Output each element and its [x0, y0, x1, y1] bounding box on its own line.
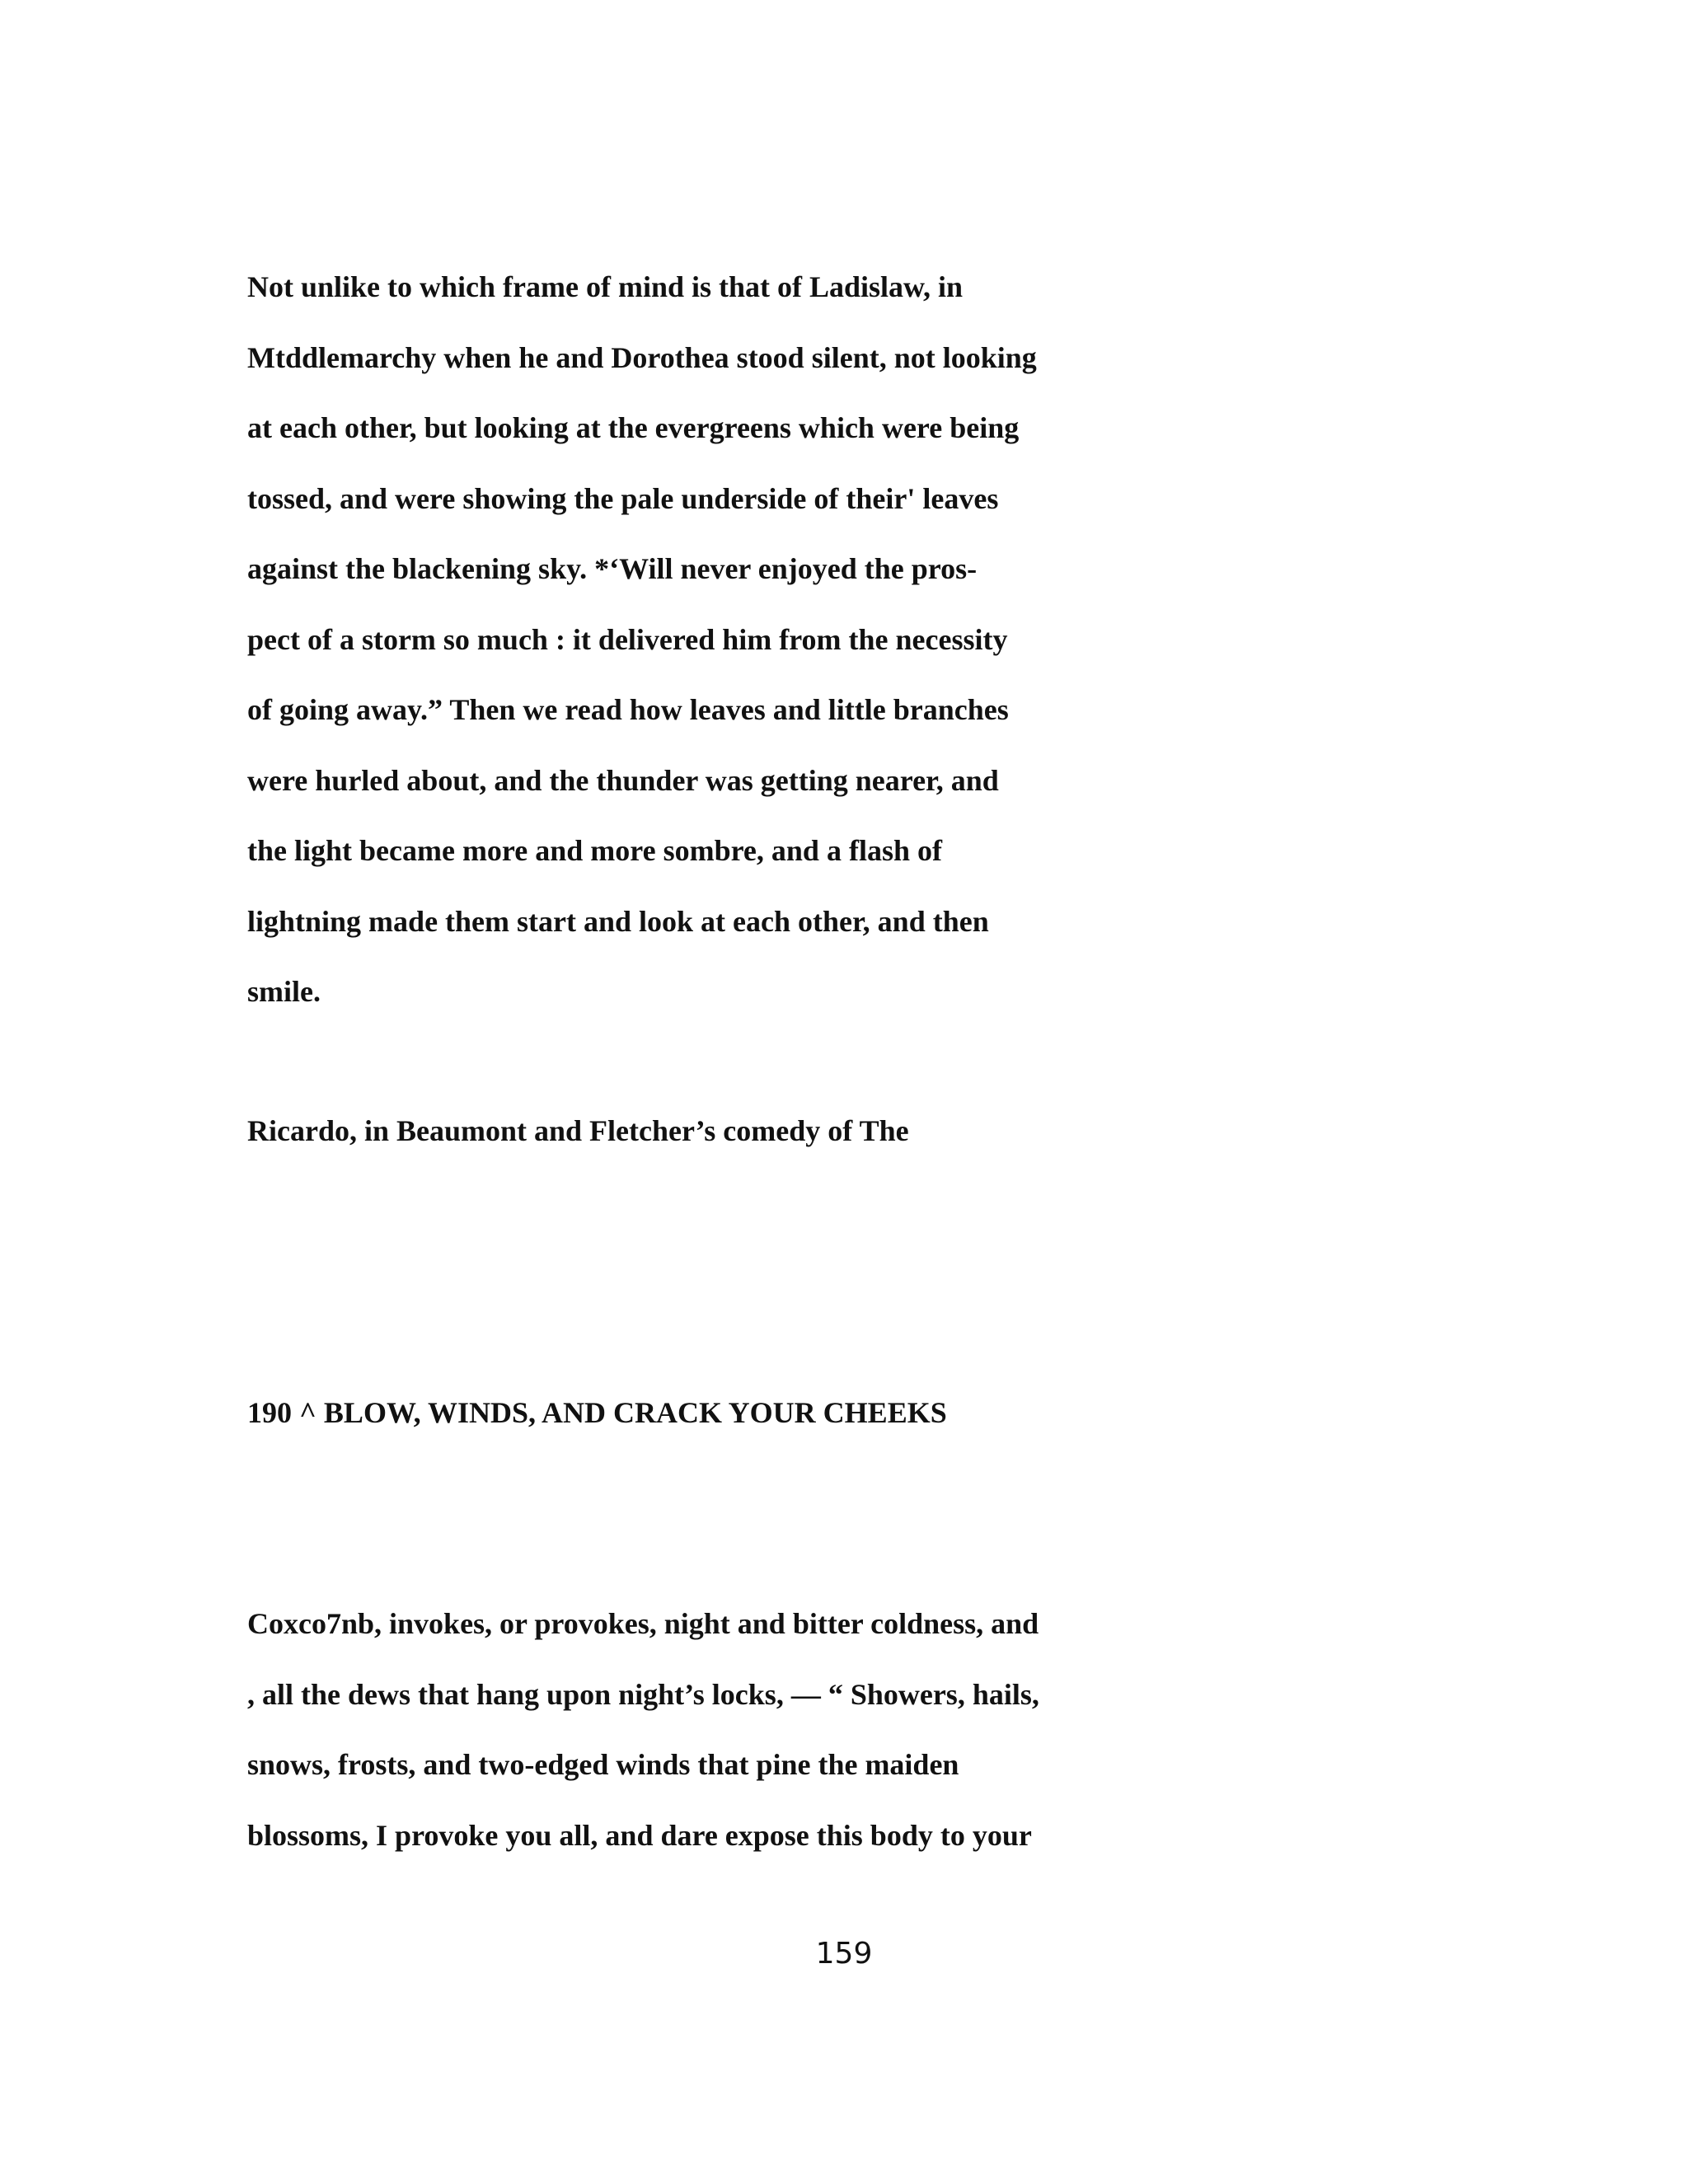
paragraph-ricardo [247, 1096, 1236, 1167]
text-line: snows, frosts, and two-edged winds that pine the maiden [247, 1748, 959, 1781]
text-line: the light became more and more sombre, and a flash of [247, 834, 942, 867]
running-head-text: 190 ^ BLOW, WINDS, AND CRACK YOUR CHEEKS [247, 1396, 947, 1429]
paragraph-ladislaw [247, 252, 1236, 1028]
text-line: Mtddlemarchy when he and Dorothea stood silent, not looking [247, 340, 1037, 374]
text-line: of going away.” Then we read how leaves and little branches [247, 693, 1009, 726]
text-line: , all the dews that hang upon night’s locks, — “ Showers, hails, [247, 1677, 1039, 1711]
running-head [247, 1378, 1236, 1449]
text-line: against the blackening sky. *‘Will never enjoyed the pros- [247, 552, 978, 585]
text-line: Coxco7nb, invokes, or provokes, night and bitter coldness, and [247, 1607, 1039, 1640]
text-line: at each other, but looking at the evergreens which were being [247, 411, 1020, 444]
text-line: smile. [247, 975, 321, 1008]
text-line: Not unlike to which frame of mind is that of Ladislaw, in [247, 270, 964, 303]
text-line: pect of a storm so much : it delivered him from the necessity [247, 622, 1008, 656]
text-line: Ricardo, in Beaumont and Fletcher’s comedy of The [247, 1114, 909, 1147]
paragraph-coxcomb [247, 1589, 1236, 1871]
text-line: blossoms, I provoke you all, and dare expose this body to your [247, 1818, 1032, 1852]
text-line: were hurled about, and the thunder was getting nearer, and [247, 763, 999, 797]
text-line: lightning made them start and look at each other, and then [247, 904, 989, 938]
page-number: 159 [815, 1937, 873, 1971]
text-line: tossed, and were showing the pale underside of their' leaves [247, 481, 999, 515]
